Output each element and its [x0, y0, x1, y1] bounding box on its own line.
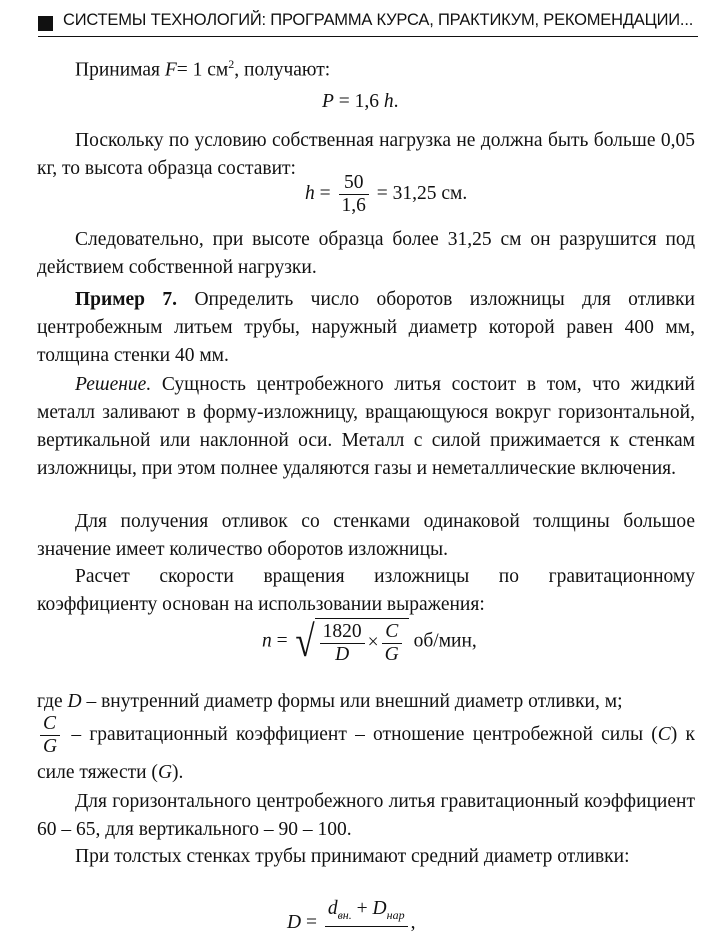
paragraph-solution: Решение. Сущность центробежного литья состоит в том, что жидкий металл заливают в форму-изложницу, вращающуюся вокруг горизонтальной, вертикальной или наклонной оси. Металл с силой прижимается к стенкам изложницы, при этом полнее удаляются газы и неметаллические включения.	[37, 374, 695, 479]
paragraph-height-condition: Поскольку по условию собственная нагрузка не должна быть больше 0,05 кг, то высота образца составит:	[37, 130, 695, 179]
equation-load: P = 1,6 h.	[322, 91, 399, 112]
running-header	[38, 10, 698, 37]
paragraph-horizontal-casting: Для горизонтального центробежного литья гравитационный коэффициент 60 – 65, для вертикального – 90 – 100.	[37, 791, 695, 840]
paragraph-example-7: Пример 7. Определить число оборотов изложницы для отливки центробежным литьем трубы, наружный диаметр которой равен 400 мм, толщина стенки 40 мм.	[37, 289, 695, 366]
header-square-icon	[38, 16, 53, 31]
paragraph-where-d: где D – внутренний диаметр формы или внешний диаметр отливки, м;	[37, 691, 623, 712]
paragraph-gravity-coefficient: $\frac{C}{G}$ – гравитационный коэффициент – отношение центробежной силы (C) к силе тяжести (G).	[37, 713, 695, 783]
equation-height: h = $\frac{50}{1,6}$ = 31,25 см.	[305, 172, 468, 216]
equation-mean-diameter: D = $d_{вн.} + D_{нар}$ ,	[287, 898, 416, 933]
paragraph-given-area: Принимая F= 1 $см^2$, получают:	[75, 57, 331, 81]
header-title: СИСТЕМЫ ТЕХНОЛОГИЙ: ПРОГРАММА КУРСА, ПРАКТИКУМ, РЕКОМЕНДАЦИИ...	[63, 11, 694, 29]
equation-rpm: n = √ $\frac{1820}{D}$ × $\frac{C}{G}$ об/мин,	[262, 617, 477, 666]
paragraph-conclusion: Следовательно, при высоте образца более 31,25 см он разрушится под действием собственной нагрузки.	[37, 229, 695, 278]
paragraph-calculation: Расчет скорости вращения изложницы по гравитационному коэффициенту основан на использовании выражения:	[37, 566, 695, 615]
paragraph-wall-thickness: Для получения отливок со стенками одинаковой толщины большое значение имеет количество оборотов изложницы.	[37, 511, 695, 560]
sqrt-icon: √	[294, 617, 315, 666]
paragraph-mean-diameter: При толстых стенках трубы принимают средний диаметр отливки:	[75, 846, 630, 867]
